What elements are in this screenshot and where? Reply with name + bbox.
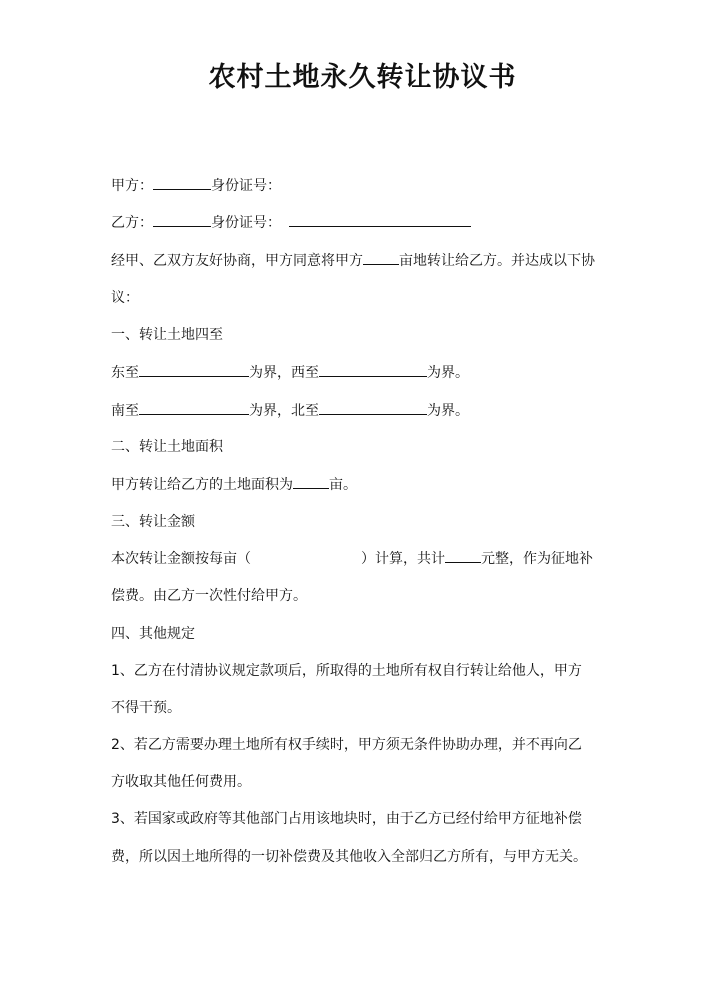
section3-text-1: 本次转让金额按每亩（: [111, 551, 251, 567]
item3-line-2: 费，所以因土地所得的一切补偿费及其他收入全部归乙方所有，与甲方无关。: [111, 849, 587, 865]
party-a-line: [111, 175, 281, 196]
item3-line-1: 3、若国家或政府等其他部门占用该地块时，由于乙方已经付给甲方征地补偿: [111, 811, 582, 827]
north-suffix: 为界。: [427, 403, 469, 419]
east-west-line: [111, 362, 469, 383]
section2-text: [111, 474, 357, 495]
intro-text-2: 亩地转让给乙方。并达成以下协: [399, 253, 595, 269]
land-area-blank[interactable]: [293, 474, 329, 489]
east-suffix: 为界，: [249, 365, 291, 381]
section2-text-2: 亩。: [329, 477, 357, 493]
party-b-id-blank[interactable]: [289, 212, 471, 227]
document-title: 农村土地永久转让协议书: [208, 62, 517, 93]
south-north-line: [111, 400, 469, 421]
intro-area-blank[interactable]: [363, 250, 399, 265]
north-boundary-blank[interactable]: [319, 400, 427, 415]
item2-line-2: 方收取其他任何费用。: [111, 774, 251, 790]
party-b-line: [111, 212, 471, 233]
intro-line-2: 议：: [111, 290, 139, 306]
section3-line-2: 偿费。由乙方一次性付给甲方。: [111, 588, 307, 604]
intro-line-1: [111, 250, 595, 271]
north-label: 北至: [291, 403, 319, 419]
party-b-id-label: 身份证号：: [211, 215, 281, 231]
section3-text-3: 元整，作为征地补: [481, 551, 593, 567]
party-b-label: 乙方：: [111, 215, 153, 231]
section2-text-1: 甲方转让给乙方的土地面积为: [111, 477, 293, 493]
west-suffix: 为界。: [427, 365, 469, 381]
west-label: 西至: [291, 365, 319, 381]
south-boundary-blank[interactable]: [139, 400, 249, 415]
section3-heading: 三、转让金额: [111, 514, 195, 530]
item1-line-2: 不得干预。: [111, 700, 181, 716]
south-suffix: 为界，: [249, 403, 291, 419]
section3-line-1: [111, 548, 593, 569]
section1-heading: 一、转让土地四至: [111, 327, 223, 343]
item1-line-1: 1、乙方在付清协议规定款项后，所取得的土地所有权自行转让给他人，甲方: [111, 663, 582, 679]
price-per-mu-space[interactable]: [251, 549, 361, 563]
intro-text-1: 经甲、乙双方友好协商，甲方同意将甲方: [111, 253, 363, 269]
east-label: 东至: [111, 365, 139, 381]
section4-heading: 四、其他规定: [111, 626, 195, 642]
party-b-name-blank[interactable]: [153, 212, 211, 227]
west-boundary-blank[interactable]: [319, 362, 427, 377]
party-a-name-blank[interactable]: [153, 175, 211, 190]
section2-heading: 二、转让土地面积: [111, 439, 223, 455]
south-label: 南至: [111, 403, 139, 419]
east-boundary-blank[interactable]: [139, 362, 249, 377]
section3-text-2: ）计算，共计: [361, 551, 445, 567]
party-a-label: 甲方：: [111, 178, 153, 194]
party-a-id-label: 身份证号：: [211, 178, 281, 194]
total-amount-blank[interactable]: [445, 548, 481, 563]
item2-line-1: 2、若乙方需要办理土地所有权手续时，甲方须无条件协助办理，并不再向乙: [111, 737, 582, 753]
